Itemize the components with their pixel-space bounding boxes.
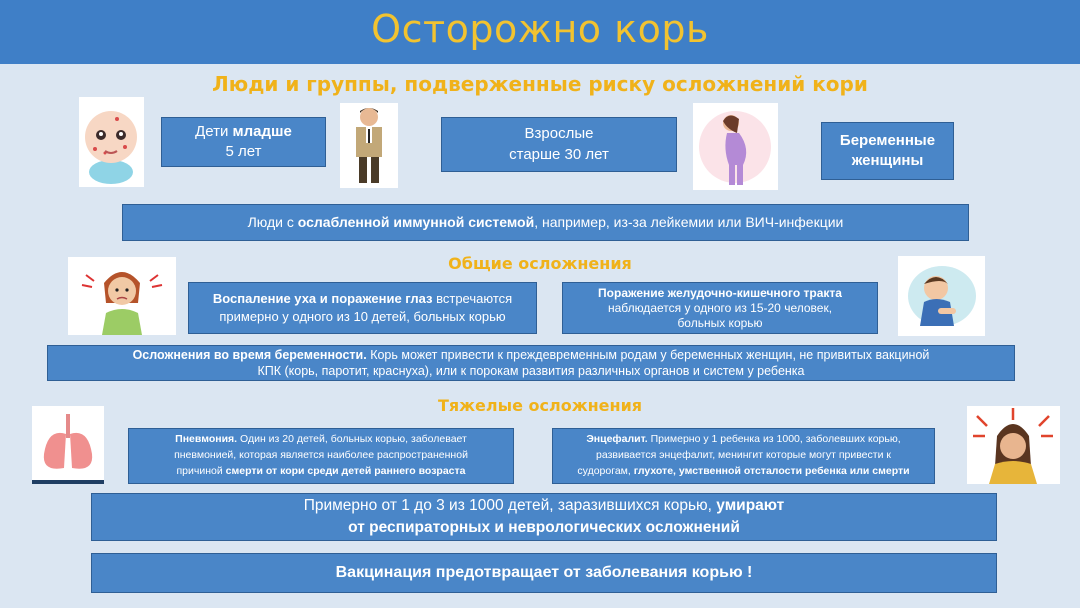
risk-adults-box: Взрослые старше 30 лет [441,117,677,172]
risk-children-box: Дети младше 5 лет [161,117,326,167]
pneumonia-box: Пневмония. Один из 20 детей, больных корью, заболевает пневмонией, которая является наиболее распространенной причиной смерти от кори среди детей раннего возраста [128,428,514,484]
gi-complication-box: Поражение желудочно-кишечного тракта наблюдается у одного из 15-20 человек, больных корью [562,282,878,334]
deaths-box: Примерно от 1 до 3 из 1000 детей, заразившихся корью, умирают от респираторных и неврологических осложнений [91,493,997,541]
pregnant-woman-illustration [693,103,778,190]
risk-section-title: Люди и группы, подверженные риску осложнений кори [212,72,868,96]
header-bar [0,0,1080,64]
sick-boy-illustration [898,256,985,336]
headache-woman-illustration [967,406,1060,484]
ear-eye-complication-box: Воспаление уха и поражение глаз встречаются примерно у одного из 10 детей, больных корью [188,282,537,334]
risk-pregnant-box: Беременные женщины [821,122,954,180]
vaccination-box: Вакцинация предотвращает от заболевания корью ! [91,553,997,593]
lungs-illustration [32,406,104,484]
severe-section-title: Тяжелые осложнения [437,396,643,415]
pregnancy-complication-box: Осложнения во время беременности. Корь может привести к преждевременным родам у беременных женщин, не привитых вакциной КПК (корь, паротит, краснуха), или к порокам развития различных органов и систем у ребенка [47,345,1015,381]
risk-immune-box: Люди с ослабленной иммунной системой, например, из-за лейкемии или ВИЧ-инфекции [122,204,969,241]
adult-man-illustration [340,103,398,188]
common-section-title: Общие осложнения [448,254,632,273]
page-title: Осторожно корь [371,7,709,51]
baby-illustration [79,97,144,187]
encephalitis-box: Энцефалит. Примерно у 1 ребенка из 1000, заболевших корью, развивается энцефалит, менингит которые могут привести к судорогам, глухоте, умственной отсталости ребенка или смерти [552,428,935,484]
stressed-girl-illustration [68,257,176,335]
